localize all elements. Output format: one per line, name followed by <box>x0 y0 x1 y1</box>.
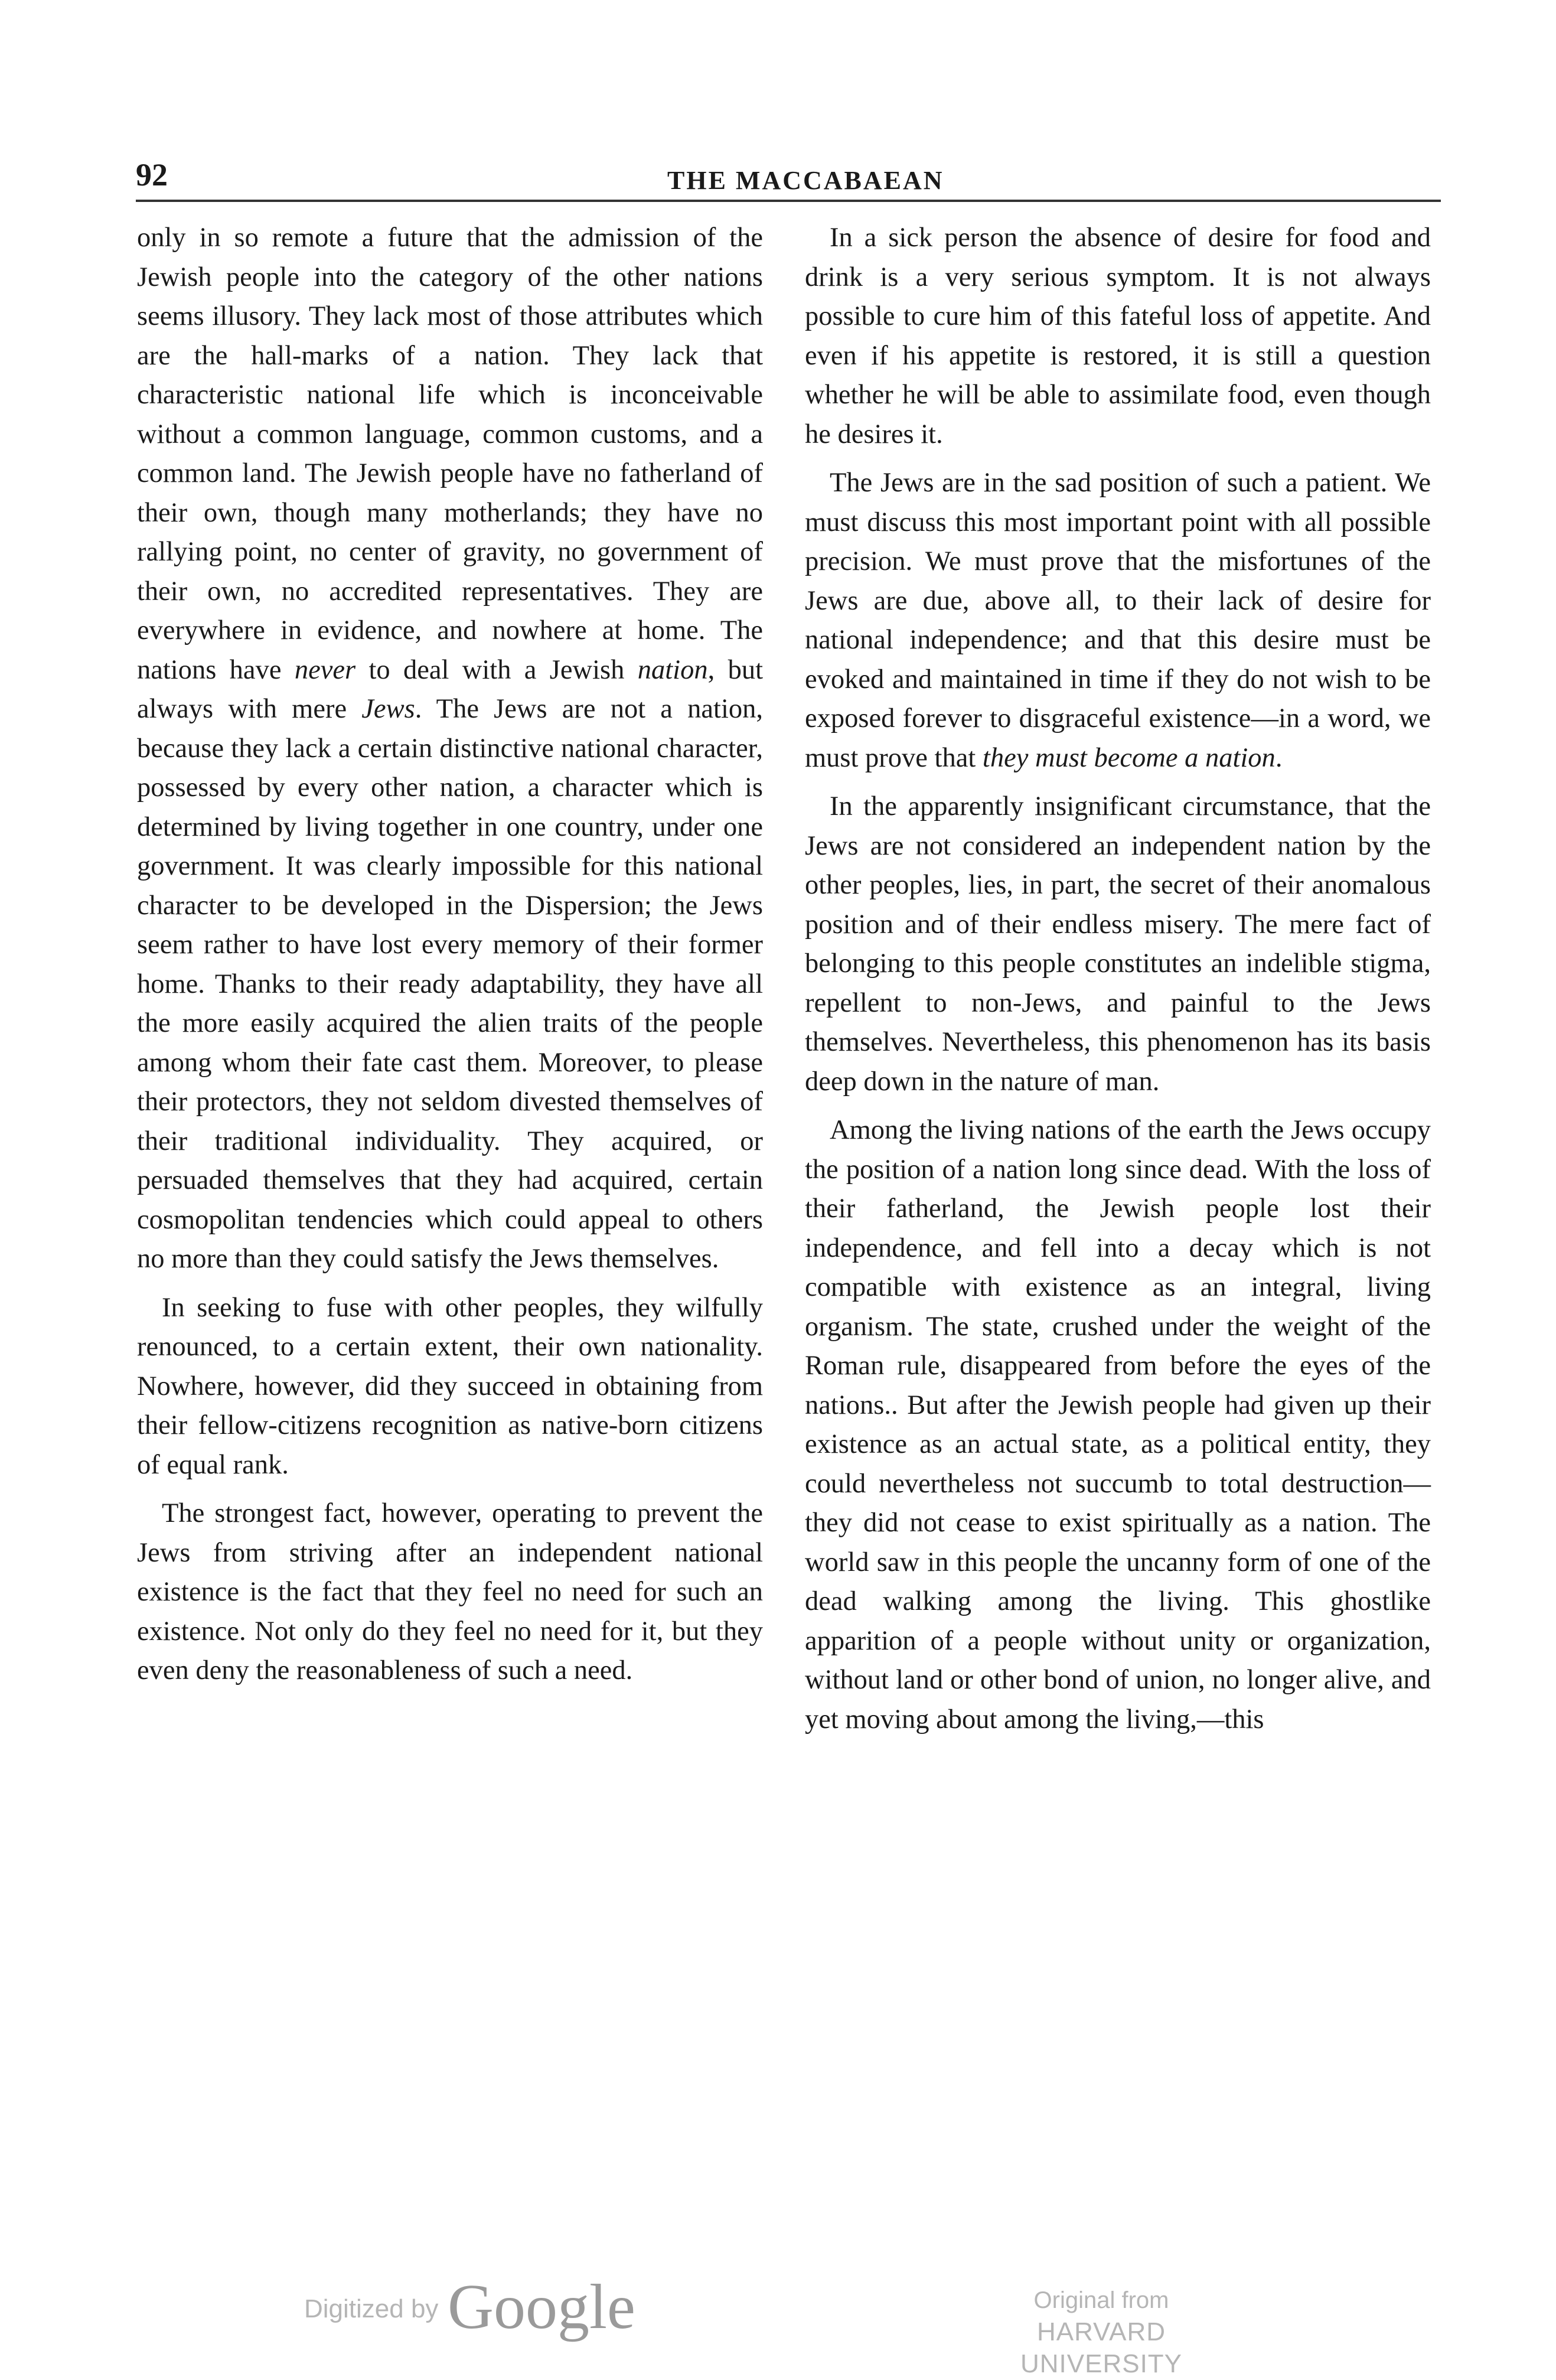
paragraph-text: . The Jews are not a nation, because they lack a certain distinctive national character, possessed by every other nation, a character which is determined by living together in one country, under one government. It was clearly impossible for this national character to be developed in the Dispersion; the Jews seem rather to have lost every memory of their former home. Thanks to their ready adaptability, they have all the more easily acquired the alien traits of the people among whom their fate cast them. Moreover, to please their protectors, they not seldom divested themselves of their traditional individuality. They acquired, or persuaded themselves that they had acquired, certain cosmopolitan tendencies which could appeal to others no more than they could satisfy the Jews themselves. <box>137 694 763 1274</box>
running-head: THE MACCABAEAN <box>667 166 944 195</box>
emphasis: they must become a nation <box>982 742 1276 773</box>
emphasis: Jews <box>361 694 415 724</box>
page-number: 92 <box>136 157 168 193</box>
right-column <box>805 219 1431 1749</box>
paragraph: In a sick person the absence of desire for food and drink is a very serious symptom. It is not always possible to cure him of this fateful loss of appetite. And even if his appetite is restored, it is still a question whether he will be able to assimilate food, even though he desires it. <box>805 223 1431 449</box>
original-from-label: Original from <box>1033 2287 1169 2313</box>
paragraph: Among the living nations of the earth the Jews occupy the position of a nation long since dead. With the loss of their fatherland, the Jewish people lost their independence, and fell into a decay which is not compatible with existence as an integral, living organism. The state, crushed under the weight of the Roman rule, disappeared from before the eyes of the nations.. But after the Jewish people had given up their existence as an actual state, as a political entity, they could nevertheless not succumb to total destruction—they did not cease to exist spiritually as a nation. The world saw in this people the uncanny form of one of the dead walking among the living. This ghostlike apparition of a people without unity or organization, without land or other bond of union, no longer alive, and yet moving about among the living,—this <box>805 1115 1431 1735</box>
paragraph: In the apparently insignificant circumstance, that the Jews are not considered an independent nation by the other peoples, lies, in part, the secret of their anomalous position and of their endless misery. The mere fact of belonging to this people constitutes an indelible stigma, repellent to non-Jews, and painful to the Jews themselves. Nevertheless, this phenomenon has its basis deep down in the nature of man. <box>805 791 1431 1097</box>
paragraph: The strongest fact, however, operating to prevent the Jews from striving after an independent national existence is the fact that they feel no need for such an existence. Not only do they feel no need for it, but they even deny the reasonableness of such a need. <box>137 1498 763 1685</box>
left-column <box>137 219 763 1700</box>
paragraph: In seeking to fuse with other peoples, they wilfully renounced, to a certain extent, their own nationality. Nowhere, however, did they succeed in obtaining from their fellow-citizens recognition as native-born citizens of equal rank. <box>137 1292 763 1480</box>
paragraph-text: The Jews are in the sad position of such a patient. We must discuss this most important point with all possible precision. We must prove that the misfortunes of the Jews are due, above all, to their lack of desire for national independence; and that this desire must be evoked and maintained in time if they do not wish to be exposed forever to disgraceful existence—in a word, we must prove that <box>805 468 1431 773</box>
paragraph <box>137 219 763 1279</box>
paragraph-text: to deal with a Jewish <box>355 654 638 685</box>
paragraph-text: . <box>1275 742 1283 773</box>
paragraph <box>805 464 1431 778</box>
institution-name: HARVARD UNIVERSITY <box>1020 2317 1183 2378</box>
digitized-by-label: Digitized by <box>304 2294 439 2323</box>
emphasis: nation <box>637 654 708 685</box>
original-from-attribution <box>954 2284 1249 2380</box>
header-rule <box>136 200 1441 202</box>
paragraph-text: only in so remote a future that the admission of the Jewish people into the category of the other nations seems illusory. They lack most of those attributes which are the hall-marks of a nation. They lack that characteristic national life which is inconceivable without a common language, common customs, and a common land. The Jewish people have no fatherland of their own, though many motherlands; they have no rallying point, no center of gravity, no government of their own, no accredited representatives. They are everywhere in evidence, and nowhere at home. The nations have <box>137 223 763 685</box>
google-logo: Google <box>448 2272 635 2342</box>
emphasis: never <box>294 654 356 685</box>
paragraph-text: , but always with mere <box>137 654 763 724</box>
